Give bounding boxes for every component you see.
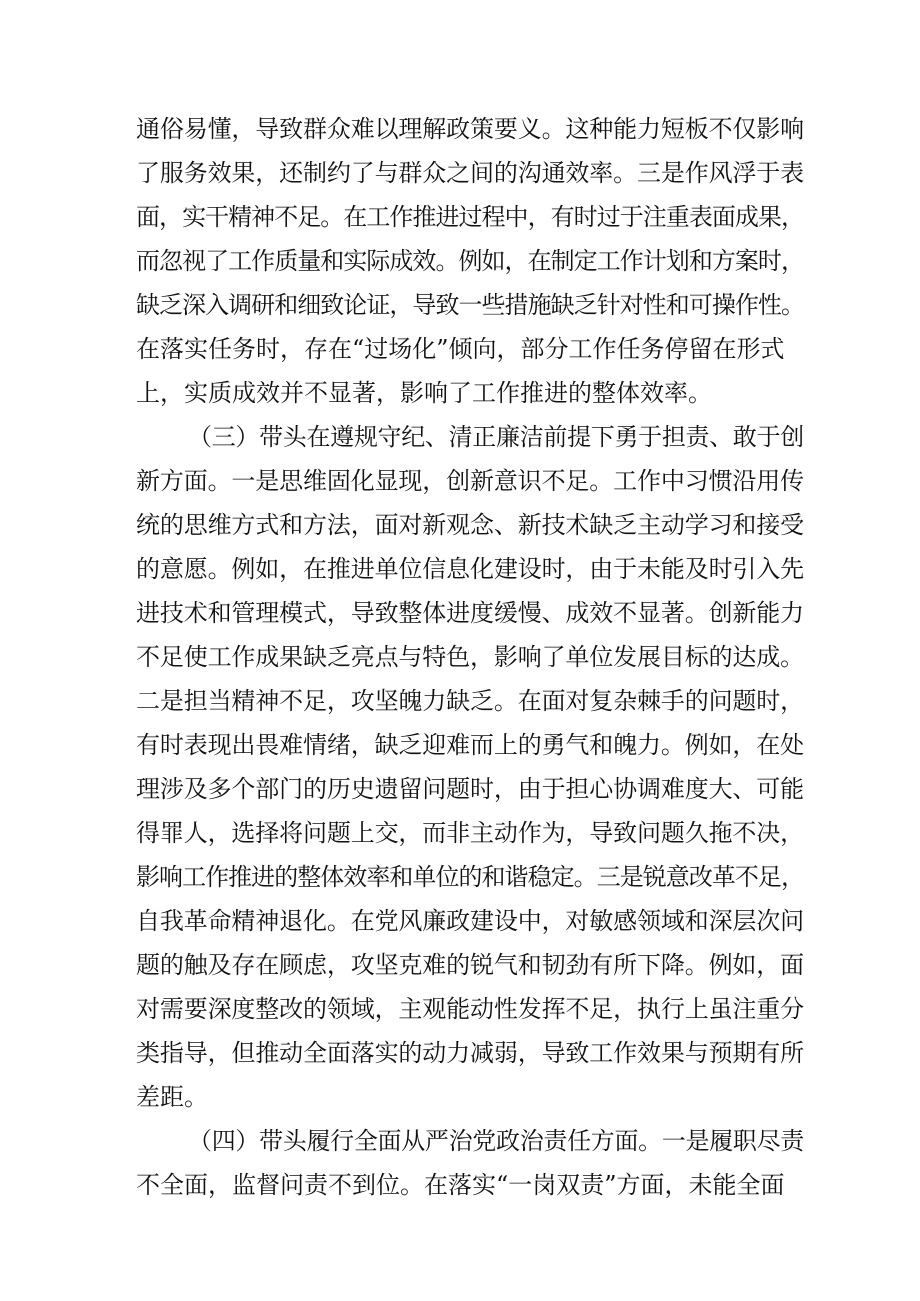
text-line: 类指导，但推动全面落实的动力减弱，导致工作效果与预期有所: [136, 1039, 804, 1067]
text-line: 了服务效果，还制约了与群众之间的沟通效率。三是作风浮于表: [136, 159, 804, 187]
text-line: 面，实干精神不足。在工作推进过程中，有时过于注重表面成果，: [136, 203, 804, 231]
text-line: 得罪人，选择将问题上交，而非主动作为，导致问题久拖不决，: [136, 819, 804, 847]
text-line: 不全面，监督问责不到位。在落实“一岗双责”方面，未能全面: [136, 1171, 785, 1199]
text-line: 理涉及多个部门的历史遗留问题时，由于担心协调难度大、可能: [136, 775, 804, 803]
body-text: [136, 107, 804, 1207]
section-heading-line: （三）带头在遵规守纪、清正廉洁前提下勇于担责、敢于创: [188, 423, 804, 451]
text-line: 影响工作推进的整体效率和单位的和谐稳定。三是锐意改革不足，: [136, 863, 804, 891]
text-line: 上，实质成效并不显著，影响了工作推进的整体效率。: [136, 379, 712, 407]
text-line: 而忽视了工作质量和实际成效。例如，在制定工作计划和方案时，: [136, 247, 804, 275]
text-line: 不足使工作成果缺乏亮点与特色，影响了单位发展目标的达成。: [136, 643, 804, 671]
text-line: 有时表现出畏难情绪，缺乏迎难而上的勇气和魄力。例如，在处: [136, 731, 804, 759]
text-line: 进技术和管理模式，导致整体进度缓慢、成效不显著。创新能力: [136, 599, 804, 627]
text-line: 题的触及存在顾虑，攻坚克难的锐气和韧劲有所下降。例如，面: [136, 951, 804, 979]
text-line: 通俗易懂，导致群众难以理解政策要义。这种能力短板不仅影响: [136, 115, 804, 143]
text-line: 新方面。一是思维固化显现，创新意识不足。工作中习惯沿用传: [136, 467, 804, 495]
text-line: 差距。: [136, 1083, 208, 1111]
text-line: 在落实任务时，存在“过场化”倾向，部分工作任务停留在形式: [136, 335, 785, 363]
text-line: 自我革命精神退化。在党风廉政建设中，对敏感领域和深层次问: [136, 907, 804, 935]
text-line: 对需要深度整改的领域，主观能动性发挥不足，执行上虽注重分: [136, 995, 804, 1023]
text-line: 二是担当精神不足，攻坚魄力缺乏。在面对复杂棘手的问题时，: [136, 687, 804, 715]
text-line: 统的思维方式和方法，面对新观念、新技术缺乏主动学习和接受: [136, 511, 804, 539]
text-line: 缺乏深入调研和细致论证，导致一些措施缺乏针对性和可操作性。: [136, 291, 804, 319]
text-line: 的意愿。例如，在推进单位信息化建设时，由于未能及时引入先: [136, 555, 804, 583]
section-heading-line: （四）带头履行全面从严治党政治责任方面。一是履职尽责: [188, 1127, 804, 1155]
